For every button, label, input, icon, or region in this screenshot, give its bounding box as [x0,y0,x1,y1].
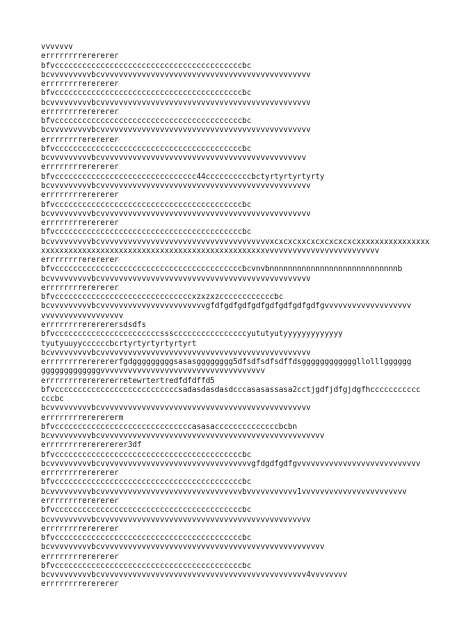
text-line: bfvcccccccccccccccccccccccccccccccccccccccccbcvnvbnnnnnnnnnnnnnnnnnnnnnnnnnnnnb [41,264,403,274]
text-line: bcvvvvvvvvvbcvvvvvvvvvvvvvvvvvvvvvvvvvvvvvvvvvvvvvvvvvvvvvv [41,208,311,218]
text-line: bcvvvvvvvvvbcvvvvvvvvvvvvvvvvvvvvvvvvvvvvvvvvvvvvvvvvvvvvvv [41,180,311,190]
text-line: vvvvvvv [41,42,74,51]
text-line: errrrrrrrerererer [41,162,119,172]
text-line: bcvvvvvvvvvbcvvvvvvvvvvvvvvvvvvvvvvvvvvvvvvvvvvvvvvvvvvvvvvvvv [41,431,325,441]
text-line: errrrrrrrererererfgdgggggggggsasasgggggggg5dfsdfsdfsdffdsggggggggggggllolllgggggg [41,357,412,367]
text-line: bfvcccccccccccccccccccccccccccccccccccccccccbc [41,199,252,209]
text-line: bfvcccccccccccccccccccccccccccccccccccccccccbc [41,505,252,515]
text-line: errrrrrrrerererer [41,523,119,533]
text-line: bfvcccccccccccccccccccccccccccccccccccccccccbc [41,227,252,237]
text-line: bfvcccccccccccccccccccccccccccsadasdasdasdcccasasassasa2cctjgdfjdfgjdgfhccccccccccc [41,384,421,394]
text-line: bfvccccccccccccccccccccccccccccccasasaccccccccccccccbcbn [41,421,298,431]
text-line: errrrrrrrererererretewrtertredfdfdffd5 [41,375,215,385]
text-line: xxxxxxxxxxxxxxxxxxxxxxxxxxxxxxxxxxxxxxxxxxxxxxxxxvvvvvvvvvvvvvvvvvvvvvvvvv [41,245,380,255]
text-line: bfvccccccccccccccccccccccccccccccc44ccccccccccbctyrtyrtyrtyrty [41,171,325,181]
text-line: bfvcccccccccccccccccccccccccccccccccccccccccbc [41,477,252,487]
text-line: errrrrrrrerererer [41,79,119,89]
text-line: bfvcccccccccccccccccccccccccccccccccccccccccbc [41,560,252,570]
text-line: vvvvvvvvvvvvvvvvvv [41,310,124,320]
text-line: bcvvvvvvvvvbcvvvvvvvvvvvvvvvvvvvvvvvvvvvvvvvvvvvvvvvvvvvvv4vvvvvvvv [41,570,348,580]
text-line: bfvcccccccccccccccccccccccccccccccccccccccccbc [41,88,252,98]
text-line: bcvvvvvvvvvbcvvvvvvvvvvvvvvvvvvvvvvvvvvvvvvvvvvvvvvvvvvvvvv [41,69,311,79]
text-line: bcvvvvvvvvvbcvvvvvvvvvvvvvvvvvvvvvvvvvvvvvvvvvvvvvvvvvvvvvv [41,403,311,413]
text-line: errrrrrrrerererer [41,551,119,561]
text-line: errrrrrrrerererersdsdfs [41,319,147,329]
text-line: bfvcccccccccccccccccccccccccccccccccccccccccbc [41,116,252,126]
text-line: errrrrrrrerererer [41,106,119,116]
text-line: bcvvvvvvvvvbcvvvvvvvvvvvvvvvvvvvvvvvvvvvvvvvvvvvvvvvvvvvvvv [41,125,311,135]
text-line: bcvvvvvvvvvbcvvvvvvvvvvvvvvvvvvvvvvvvvvvvvvvvvvvvvvvvvvvvv [41,153,307,163]
text-line: bcvvvvvvvvvbcvvvvvvvvvvvvvvvvvvvvvvvvvvvvvvvvvvvvvvvvvvvvvv [41,273,311,283]
text-line: bcvvvvvvvvvbcvvvvvvvvvvvvvvvvvvvvvvvvvvvvvvvvvvvvvvvvvvvvvv [41,97,311,107]
text-line: gggggggggggggvvvvvvvvvvvvvvvvvvvvvvvvvvvvvvvvvvvv [41,366,266,376]
text-line: bfvcccccccccccccccccccccccccccccccccccccccccbc [41,533,252,543]
text-line: bcvvvvvvvvvbcvvvvvvvvvvvvvvvvvvvvvvvgfdfgdfgdfgdfgdfgdfgdfgdfgvvvvvvvvvvvvvvvvvvv [41,301,412,311]
text-line: bfvcccccccccccccccccccccccccccccccccccccccccbc [41,60,252,70]
text-line: errrrrrrrerererer [41,190,119,200]
text-line: errrrrrrrerererer [41,134,119,144]
text-line: cccbc [41,394,64,404]
text-line: bcvvvvvvvvvbcvvvvvvvvvvvvvvvvvvvvvvvvvvvvvvvvvvvvvvvvvvvvvv [41,514,311,524]
text-line: errrrrrrrerererer [41,496,119,506]
text-line: bcvvvvvvvvvbcvvvvvvvvvvvvvvvvvvvvvvvvvvvvvvvvvvvvvvvvvvvvvv [41,347,311,357]
text-line: errrrrrrrerererer [41,468,119,478]
text-line: tyutyuuyyccccccbcrtyrtyrtyrtyrtyrt [41,338,197,348]
text-line: errrrrrrrererererer3df [41,440,142,450]
text-line: bfvcccccccccccccccccccccccccccccccccccccccccbc [41,449,252,459]
text-line: bcvvvvvvvvvbcvvvvvvvvvvvvvvvvvvvvvvvvvvvvvvvbvvvvvvvvvvv1vvvvvvvvvvvvvvvvvvvvvvv [41,486,407,496]
text-line: bcvvvvvvvvvbcvvvvvvvvvvvvvvvvvvvvvvvvvvvvvvvvvvvvvxcxcxcxxcxcxcxcxcxcxxxxxxxxxxxxxxxx [41,236,430,246]
text-line: errrrrrrrerererer [41,51,119,61]
text-line: bfvcccccccccccccccccccccccccccccccccccccccccbc [41,143,252,153]
text-line: bcvvvvvvvvvbcvvvvvvvvvvvvvvvvvvvvvvvvvvvvvvvvvvvvvvvvvvvvvvvvv [41,542,325,552]
text-line: errrrrrrrerererer [41,218,119,228]
text-line: errrrrrrrerererer [41,579,119,589]
text-line: errrrrrrrerererer [41,282,119,292]
text-line: bfvccccccccccccccccccccccccccccccxzxzxzccccccccccccbc [41,292,284,302]
text-line: bfvcccccccccccccccccccccccsssccccccccccccccccyututyutyyyyyyyyyyyyy [41,329,343,339]
text-line: bcvvvvvvvvvbcvvvvvvvvvvvvvvvvvvvvvvvvvvvvvvvvvgfdgdfgdfgvvvvvvvvvvvvvvvvvvvvvvvvvvv [41,458,421,468]
document-text-body [41,42,433,589]
text-line: errrrrrrrerererer [41,255,119,265]
text-line: errrrrrrrererererm [41,412,124,422]
